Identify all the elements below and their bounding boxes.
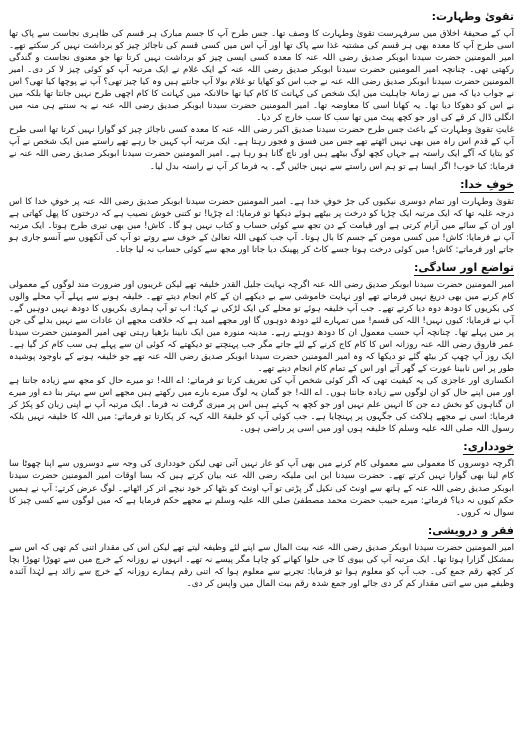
paragraph: غایتِ تقویٰ وطہارت کے باعث جس طرح حضرت سیدنا صدیق اکبر رضی اللہ عنہ کا معدہ کسی ناجائز چیز کو گوارا نہیں کرتا تھا اسی طرح آپ کے قدم اس راہ میں بھی نہیں اٹھتے تھے جس میں فسق و فجور رہتا ہے۔ ایک مرتبہ آپ کہیں جا رہے تھے راستے میں ایک شخص نے آپ کو بتایا کہ آگے ایک راستہ ہے جہاں کچھ لوگ بیٹھے ہیں اور ناچ گانا ہو رہا ہے۔ امیر المومنین حضرت سیدنا ابوبکر صدیق رضی اللہ عنہ نے فرمایا: کیا خوب! اگر ایسا ہے تو ہم اس راستے سے نہیں جائیں گے۔ یہ فرما کر آپ نے راستہ بدل لیا۔ bbox=[9, 125, 514, 172]
section-body bbox=[9, 542, 514, 590]
section-taqwa bbox=[9, 9, 514, 173]
section-body bbox=[9, 458, 514, 518]
section-faqr bbox=[9, 523, 514, 590]
section-heading-text: خودداری: bbox=[463, 440, 514, 454]
paragraph: تقویٰ وطہارت اور تمام دوسری نیکیوں کی جڑ خوفِ خدا ہے۔ امیر المومنین حضرت سیدنا ابوبکر صدیق رضی اللہ عنہ پر خوفِ خدا کا اس درجہ غلبہ تھا کہ ایک مرتبہ ایک چڑیا کو درخت پر بیٹھے ہوئے دیکھا تو فرمایا: اے چڑیا! تو کتنی خوش نصیب ہے کہ درختوں کا پھل کھاتی ہے اور ان کے سائے میں آرام کرتی ہے اور قیامت کے دن تجھ سے کوئی حساب و کتاب نہیں ہو گا۔ کاش! میں بھی تیری طرح ہوتا۔ ایک مرتبہ آپ نے فرمایا: کاش! میں کسی مومن کے جسم کا بال ہوتا۔ آپ جب کبھی اللہ تعالیٰ کے خوف سے روتے تو آپ کی آنکھوں سے آنسو جاری ہو جاتے اور فرماتے: کاش! میں کوئی درخت ہوتا جسے کاٹ کر پھینک دیا جاتا اور مجھ سے کوئی حساب نہ لیا جاتا۔ bbox=[9, 196, 514, 255]
section-body bbox=[9, 196, 514, 256]
paragraph: انکساری اور عاجزی کی یہ کیفیت تھی کہ اگر کوئی شخص آپ کی تعریف کرتا تو فرماتے: اے اللہ! تو میرے حال کو مجھ سے زیادہ جانتا ہے اور میں اپنے حال کو ان لوگوں سے زیادہ جانتا ہوں۔ اے اللہ! جو گمان یہ لوگ میرے بارے میں رکھتے ہیں مجھے اس سے بہتر بنا دے اور میرے ان گناہوں کو بخش دے جن کا انہیں علم نہیں اور جو کچھ یہ کہتے ہیں اس پر میری گرفت نہ فرما۔ ایک مرتبہ آپ نے اپنی زبان کو پکڑ کر فرمایا: اسی نے مجھے ہلاکت کی جگہوں پر پہنچایا ہے۔ جب کوئی آپ کو خلیفۃ اللہ کہہ کر پکارتا تو فرماتے: میں اللہ کا خلیفہ نہیں بلکہ رسول اللہ صلی اللہ علیہ وسلم کا خلیفہ ہوں اور میں اسی پر راضی ہوں۔ bbox=[9, 376, 514, 435]
section-tawazu bbox=[9, 260, 514, 436]
section-heading bbox=[9, 439, 514, 454]
section-body bbox=[9, 28, 514, 173]
paragraph: آپ کے صحیفۂ اخلاق میں سرفہرست تقویٰ وطہارت کا وصف تھا۔ جس طرح آپ کا جسم مبارک ہر قسم کی ظاہری نجاست سے پاک تھا اسی طرح آپ کا معدہ بھی ہر قسم کی مشتبہ غذا سے پاک تھا اور آپ اس میں کسی قسم کی ناجائز چیز کو برداشت نہیں کر سکتے تھے۔ امیر المومنین حضرت سیدنا ابوبکر صدیق رضی اللہ عنہ کا معدہ کسی ایسی چیز کو برداشت نہیں کرتا تھا جو معنوی نجاست و گندگی رکھتی تھی۔ چنانچہ امیر المومنین حضرت سیدنا ابوبکر صدیق رضی اللہ عنہ کے ایک غلام نے ایک مرتبہ آپ کو کوئی چیز لا کر دی۔ امیر المومنین حضرت سیدنا ابوبکر صدیق رضی اللہ عنہ نے جب اس کو کھایا تو غلام بولا آپ جانتے ہیں وہ کیا چیز تھی؟ آپ نے پوچھا کیا تھی؟ اس نے جواب دیا کہ میں نے زمانۂ جاہلیت میں ایک شخص کی کہانت کا کام کیا تھا حالانکہ میں کہانت کا کام اچھی طرح نہیں جانتا تھا بلکہ میں نے اس کو دھوکا دیا تھا۔ یہ کھانا اسی کا معاوضہ تھا۔ امیر المومنین حضرت سیدنا ابوبکر صدیق رضی اللہ عنہ نے یہ سنتے ہی منہ میں انگلی ڈال کر قے کی اور جو کچھ پیٹ میں تھا سب کا سب خارج کر دیا۔ bbox=[9, 29, 514, 124]
section-heading-text: خوفِ خدا: bbox=[460, 177, 514, 191]
section-body bbox=[9, 279, 514, 436]
section-heading bbox=[9, 177, 514, 192]
paragraph: امیر المومنین حضرت سیدنا ابوبکر صدیق رضی اللہ عنہ اگرچہ نہایت جلیل القدر خلیفہ تھے لیکن غریبوں اور ضرورت مند لوگوں کے معمولی کام کرنے میں بھی دریغ نہیں فرماتے تھے اور نہایت خاموشی سے بے دیکھے ان کے کام انجام دیتے تھے۔ خلیفہ ہونے سے پہلے آپ محلے والوں کی بکریوں کا دودھ دوہ دیا کرتے تھے۔ جب آپ خلیفہ ہوئے تو محلے کی ایک لڑکی نے کہا: اب تو آپ ہماری بکریوں کا دودھ نہیں دوہیں گے۔ آپ نے فرمایا: کیوں نہیں! اللہ کی قسم! میں تمہارے لئے دودھ دوہوں گا اور مجھے امید ہے کہ خلافت مجھے ان عادات سے نہیں بدلے گی جن پر میں پہلے تھا۔ چنانچہ آپ حسب معمول ان کا دودھ دوہتے رہے۔ مدینہ منورہ میں ایک نابینا بڑھیا رہتی تھی امیر المومنین حضرت سیدنا عمر فاروق رضی اللہ عنہ روزانہ اس کا کام کاج کرنے کے لئے جاتے مگر جب پہنچتے تو دیکھتے کہ کوئی ان سے پہلے ہی سب کام کر گیا ہے۔ ایک روز آپ چھپ کر بیٹھ گئے تو دیکھا کہ وہ امیر المومنین حضرت سیدنا ابوبکر صدیق رضی اللہ عنہ تھے جو خلیفہ ہونے کے باوجود پوشیدہ طور پر اس نابینا عورت کے گھر آتے اور اس کے تمام کام انجام دیتے تھے۔ bbox=[9, 279, 514, 375]
section-khuddari bbox=[9, 439, 514, 518]
section-heading bbox=[9, 523, 514, 538]
paragraph: اگرچہ دوسروں کا معمولی سے معمولی کام کرنے میں بھی آپ کو عار نہیں آتی تھی لیکن خودداری کی وجہ سے دوسروں سے اپنا چھوٹا سا کام لینا بھی گوارا نہیں کرتے تھے۔ حضرت سیدنا ابن ابی ملیکہ رضی اللہ عنہ بیان کرتے ہیں کہ بسا اوقات امیر المومنین حضرت سیدنا ابوبکر صدیق رضی اللہ عنہ کے ہاتھ سے اونٹ کی نکیل گر پڑتی تو آپ اونٹ کو بٹھا کر خود نیچے اتر کر اٹھاتے۔ لوگ عرض کرتے: آپ نے ہمیں حکم کیوں نہ دیا؟ فرماتے: میرے حبیب حضرت محمد مصطفیٰ صلی اللہ علیہ وسلم نے مجھے حکم فرمایا ہے کہ میں لوگوں سے کسی چیز کا سوال نہ کروں۔ bbox=[9, 459, 514, 518]
section-heading: تقویٰ وطہارت: bbox=[431, 10, 514, 23]
paragraph: امیر المومنین حضرت سیدنا ابوبکر صدیق رضی اللہ عنہ بیت المال سے اپنے لئے وظیفہ لیتے تھے لیکن اس کی مقدار اتنی کم تھی کہ اس سے بمشکل گزارا ہوتا تھا۔ ایک مرتبہ آپ کی بیوی کا جی حلوا کھانے کو چاہا مگر پیسے نہ تھے۔ انہوں نے روزانہ کے خرچ میں سے تھوڑا تھوڑا بچا کر کچھ رقم جمع کی۔ جب آپ کو معلوم ہوا تو فرمایا: تجربے سے معلوم ہوا کہ اتنی رقم ہمارے روزانہ کے خرچ سے زائد ہے لہٰذا آئندہ وظیفے میں سے اتنی مقدار کم کر دی جائے اور جمع شدہ رقم بیت المال میں واپس کر دی۔ bbox=[9, 542, 514, 589]
section-heading bbox=[9, 260, 514, 275]
section-khauf bbox=[9, 177, 514, 256]
section-heading-text: فقر و درویشی: bbox=[427, 523, 514, 537]
section-heading-text: تواضع اور سادگی: bbox=[413, 260, 514, 274]
